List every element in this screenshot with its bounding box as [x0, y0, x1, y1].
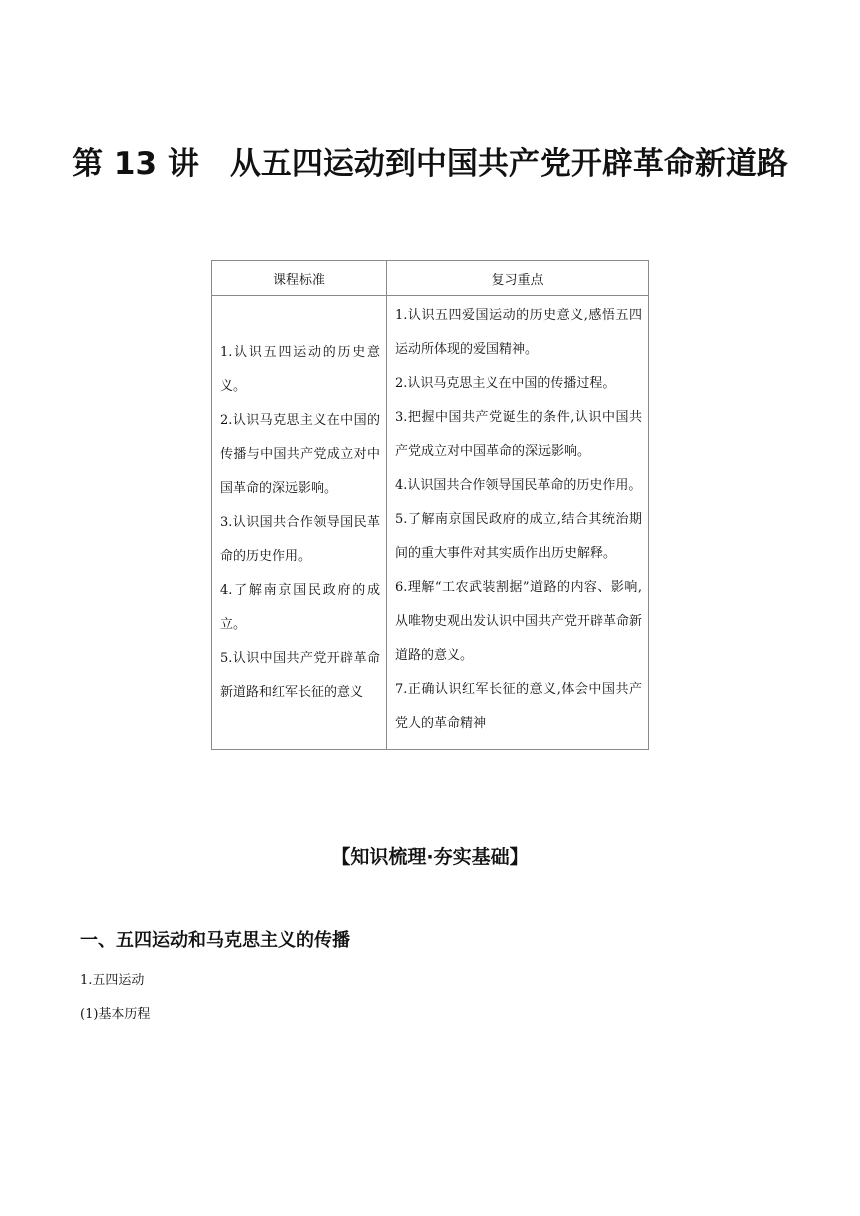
focus-item-4: 4.认识国共合作领导国民革命的历史作用。 — [395, 478, 642, 493]
standard-item-3: 3.认识国共合作领导国民革命的历史作用。 — [220, 514, 380, 564]
table-header-row — [212, 261, 649, 296]
course-standard-cell — [212, 296, 387, 750]
standard-item-1: 1.认识五四运动的历史意义。 — [220, 344, 380, 394]
focus-item-7: 7.正确认识红军长征的意义,体会中国共产党人的革命精神 — [395, 682, 642, 731]
standard-item-2: 2.认识马克思主义在中国的传播与中国共产党成立对中国革命的深远影响。 — [220, 412, 380, 496]
standard-item-5: 5.认识中国共产党开辟革命新道路和红军长征的意义 — [220, 650, 380, 700]
sub-heading-may-fourth: 1.五四运动 — [80, 973, 145, 988]
standard-item-4: 4.了解南京国民政府的成立。 — [220, 582, 380, 632]
section-banner: 【知识梳理·夯实基础】 — [331, 846, 529, 868]
focus-item-1: 1.认识五四爱国运动的历史意义,感悟五四运动所体现的爱国精神。 — [395, 308, 642, 357]
page-title: 第 13 讲 从五四运动到中国共产党开辟革命新道路 — [72, 146, 788, 182]
focus-item-5: 5.了解南京国民政府的成立,结合其统治期间的重大事件对其实质作出历史解释。 — [395, 512, 642, 561]
curriculum-table — [211, 260, 649, 750]
sub-heading-basic-process: (1)基本历程 — [80, 1007, 151, 1022]
focus-item-2: 2.认识马克思主义在中国的传播过程。 — [395, 376, 616, 391]
section-heading: 一、五四运动和马克思主义的传播 — [80, 930, 350, 951]
focus-item-3: 3.把握中国共产党诞生的条件,认识中国共产党成立对中国革命的深远影响。 — [395, 410, 642, 459]
header-course-standard: 课程标准 — [212, 261, 387, 296]
header-review-focus: 复习重点 — [387, 261, 649, 296]
review-focus-cell — [387, 296, 649, 750]
focus-item-6: 6.理解“工农武装割据”道路的内容、影响,从唯物史观出发认识中国共产党开辟革命新道路的意义。 — [395, 580, 643, 663]
table-row — [212, 296, 649, 750]
